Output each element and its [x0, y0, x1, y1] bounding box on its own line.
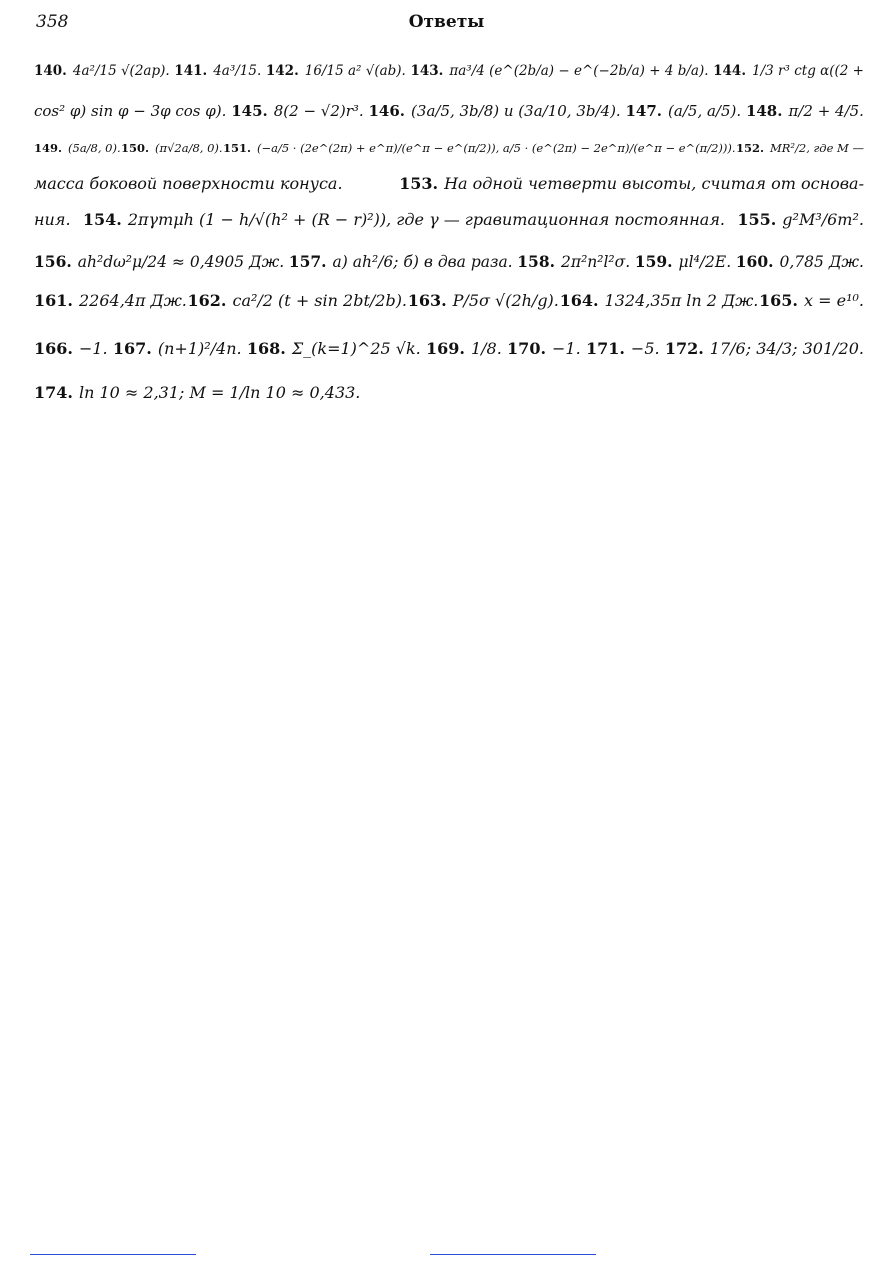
- answer-item: [34, 291, 187, 310]
- answer-line: [34, 48, 864, 94]
- answer-expression: 4a²/15 √(2ap).: [72, 62, 170, 79]
- answer-number: 165.: [759, 291, 798, 311]
- answer-item: [121, 142, 223, 156]
- answer-item: [369, 102, 621, 120]
- answer-number: 147.: [625, 102, 663, 120]
- answer-item: [34, 142, 121, 156]
- answer-item: [746, 102, 864, 120]
- answer-number: 162.: [187, 291, 227, 311]
- answer-expression: μl⁴/2E.: [678, 252, 732, 271]
- answer-number: 172.: [664, 339, 704, 359]
- answer-item: [247, 339, 421, 358]
- answer-item: [113, 339, 242, 358]
- answer-item: [759, 291, 864, 310]
- answer-number: 156.: [34, 251, 72, 271]
- answer-item: [266, 63, 406, 79]
- answer-expression: (π√2a/8, 0).: [155, 141, 223, 156]
- answer-item: [507, 339, 581, 358]
- answer-expression: 0,785 Дж.: [779, 252, 864, 271]
- answer-number: 167.: [112, 339, 152, 359]
- answer-number: 174.: [34, 383, 73, 403]
- answer-expression: 1/8.: [470, 339, 502, 359]
- answer-number: 170.: [507, 339, 547, 359]
- answer-item: [223, 142, 736, 156]
- answer-expression: 17/6; 34/3; 301/20.: [709, 339, 864, 359]
- answer-item: [635, 253, 731, 272]
- answer-expression: а) ah²/6; б) в два раза.: [332, 252, 513, 271]
- answer-number: 154.: [82, 210, 122, 230]
- answer-number: 168.: [246, 339, 286, 359]
- answer-expression: ln 10 ≈ 2,31; M = 1/ln 10 ≈ 0,433.: [78, 383, 361, 403]
- page-number: 358: [36, 12, 69, 32]
- answer-expression: (3a/5, 3b/8) и (3a/10, 3b/4).: [411, 102, 621, 120]
- answer-expression: MR²/2, где M —: [769, 141, 864, 156]
- answer-item: [289, 253, 513, 272]
- answer-expression: 2264,4π Дж.: [78, 291, 187, 311]
- answer-number: 148.: [745, 102, 783, 120]
- answer-item: [34, 339, 108, 358]
- answer-expression: На одной четверти высоты, считая от основа-: [444, 174, 864, 194]
- footer-link-underline[interactable]: [430, 1254, 596, 1255]
- answer-expression: −1.: [78, 339, 108, 359]
- answer-expression: g²M³/6m².: [782, 210, 864, 230]
- answer-number: 169.: [425, 339, 465, 359]
- answer-item: [713, 63, 864, 79]
- answer-item: [426, 339, 502, 358]
- answer-number: 143.: [410, 62, 444, 79]
- answer-item: [399, 174, 864, 193]
- answer-expression: 4a³/15.: [213, 62, 262, 79]
- answer-expression: 1324,35π ln 2 Дж.: [604, 291, 759, 311]
- answer-expression: 1/3 r³ ctg α((2 +: [752, 62, 864, 79]
- answer-number: 164.: [559, 291, 599, 311]
- answer-expression: πa³/4 (e^(2b/a) − e^(−2b/a) + 4 b/a).: [449, 62, 709, 79]
- answer-expression: (n+1)²/4n.: [157, 339, 242, 359]
- answer-number: 145.: [231, 102, 268, 120]
- answer-line: [34, 282, 864, 320]
- answer-item: [34, 383, 360, 402]
- answer-item: [188, 291, 408, 310]
- answer-number: 166.: [34, 339, 73, 359]
- answer-item: [34, 210, 71, 229]
- answer-item: [83, 210, 725, 229]
- answer-item: [560, 291, 759, 310]
- answer-number: 163.: [407, 291, 447, 311]
- answer-expression: cos² φ) sin φ − 3φ cos φ).: [34, 102, 227, 120]
- answer-number: 159.: [634, 251, 673, 271]
- answer-expression: ah²dω²μ/24 ≈ 0,4905 Дж.: [77, 252, 285, 271]
- answer-item: [410, 63, 708, 79]
- answer-line: [34, 94, 864, 128]
- answer-expression: (5a/8, 0).: [68, 141, 121, 156]
- footer-link-underline[interactable]: [30, 1254, 196, 1255]
- answer-item: [174, 63, 261, 79]
- answer-item: [34, 174, 343, 193]
- answer-number: 171.: [585, 339, 625, 359]
- answer-number: 146.: [368, 102, 406, 120]
- answer-item: [736, 253, 864, 272]
- answer-expression: 16/15 a² √(ab).: [304, 62, 406, 79]
- answer-item: [586, 339, 660, 358]
- answer-number: 157.: [288, 251, 327, 271]
- answer-expression: 2πγmμh (1 − h/√(h² + (R − r)²)), где γ — гравитационная постоянная.: [127, 210, 725, 230]
- answer-number: 151.: [222, 141, 251, 156]
- answer-item: [626, 102, 742, 120]
- answer-number: 141.: [174, 62, 208, 79]
- answer-expression: π/2 + 4/5.: [788, 102, 864, 120]
- answer-number: 158.: [517, 251, 556, 271]
- answer-expression: масса боковой поверхности конуса.: [34, 174, 343, 194]
- answer-line: [34, 198, 864, 242]
- answers-block: [34, 48, 864, 408]
- answer-expression: Σ_(k=1)^25 √k.: [291, 339, 421, 359]
- answer-number: 152.: [735, 141, 764, 156]
- answer-number: 150.: [121, 141, 150, 156]
- answer-number: 161.: [34, 291, 73, 311]
- answer-item: [34, 102, 226, 120]
- answer-item: [737, 210, 864, 229]
- answer-number: 155.: [737, 210, 777, 230]
- answer-item: [665, 339, 864, 358]
- answer-item: [736, 142, 864, 156]
- answer-number: 144.: [713, 62, 747, 79]
- answer-expression: −5.: [630, 339, 660, 359]
- answer-expression: (a/5, a/5).: [668, 102, 742, 120]
- answer-number: 140.: [34, 62, 67, 79]
- answer-item: [34, 253, 284, 272]
- answer-item: [34, 63, 170, 79]
- running-head: Ответы: [408, 12, 485, 32]
- answer-line: [34, 128, 864, 170]
- answer-line: [34, 378, 864, 408]
- answer-line: [34, 170, 864, 198]
- answer-expression: −1.: [552, 339, 581, 359]
- answer-expression: ca²/2 (t + sin 2bt/2b).: [232, 291, 408, 311]
- answer-line: [34, 242, 864, 282]
- answer-number: 160.: [735, 251, 774, 271]
- answer-number: 142.: [265, 62, 299, 79]
- answer-expression: (−a/5 · (2e^(2π) + e^π)/(e^π − e^(π/2)), a/5 · (e^(2π) − 2e^π)/(e^π − e^(π/2))).: [256, 141, 736, 156]
- answer-expression: P/5σ √(2h/g).: [452, 291, 559, 311]
- answer-expression: 8(2 − √2)r³.: [273, 102, 364, 120]
- answer-expression: ния.: [34, 210, 71, 230]
- answer-item: [408, 291, 559, 310]
- answer-line: [34, 320, 864, 378]
- answer-item: [231, 102, 364, 120]
- answer-number: 153.: [399, 174, 439, 194]
- answer-expression: x = e¹⁰.: [804, 291, 864, 311]
- answer-number: 149.: [34, 141, 63, 156]
- answer-item: [517, 253, 630, 272]
- answer-expression: 2π²n²l²σ.: [561, 252, 631, 271]
